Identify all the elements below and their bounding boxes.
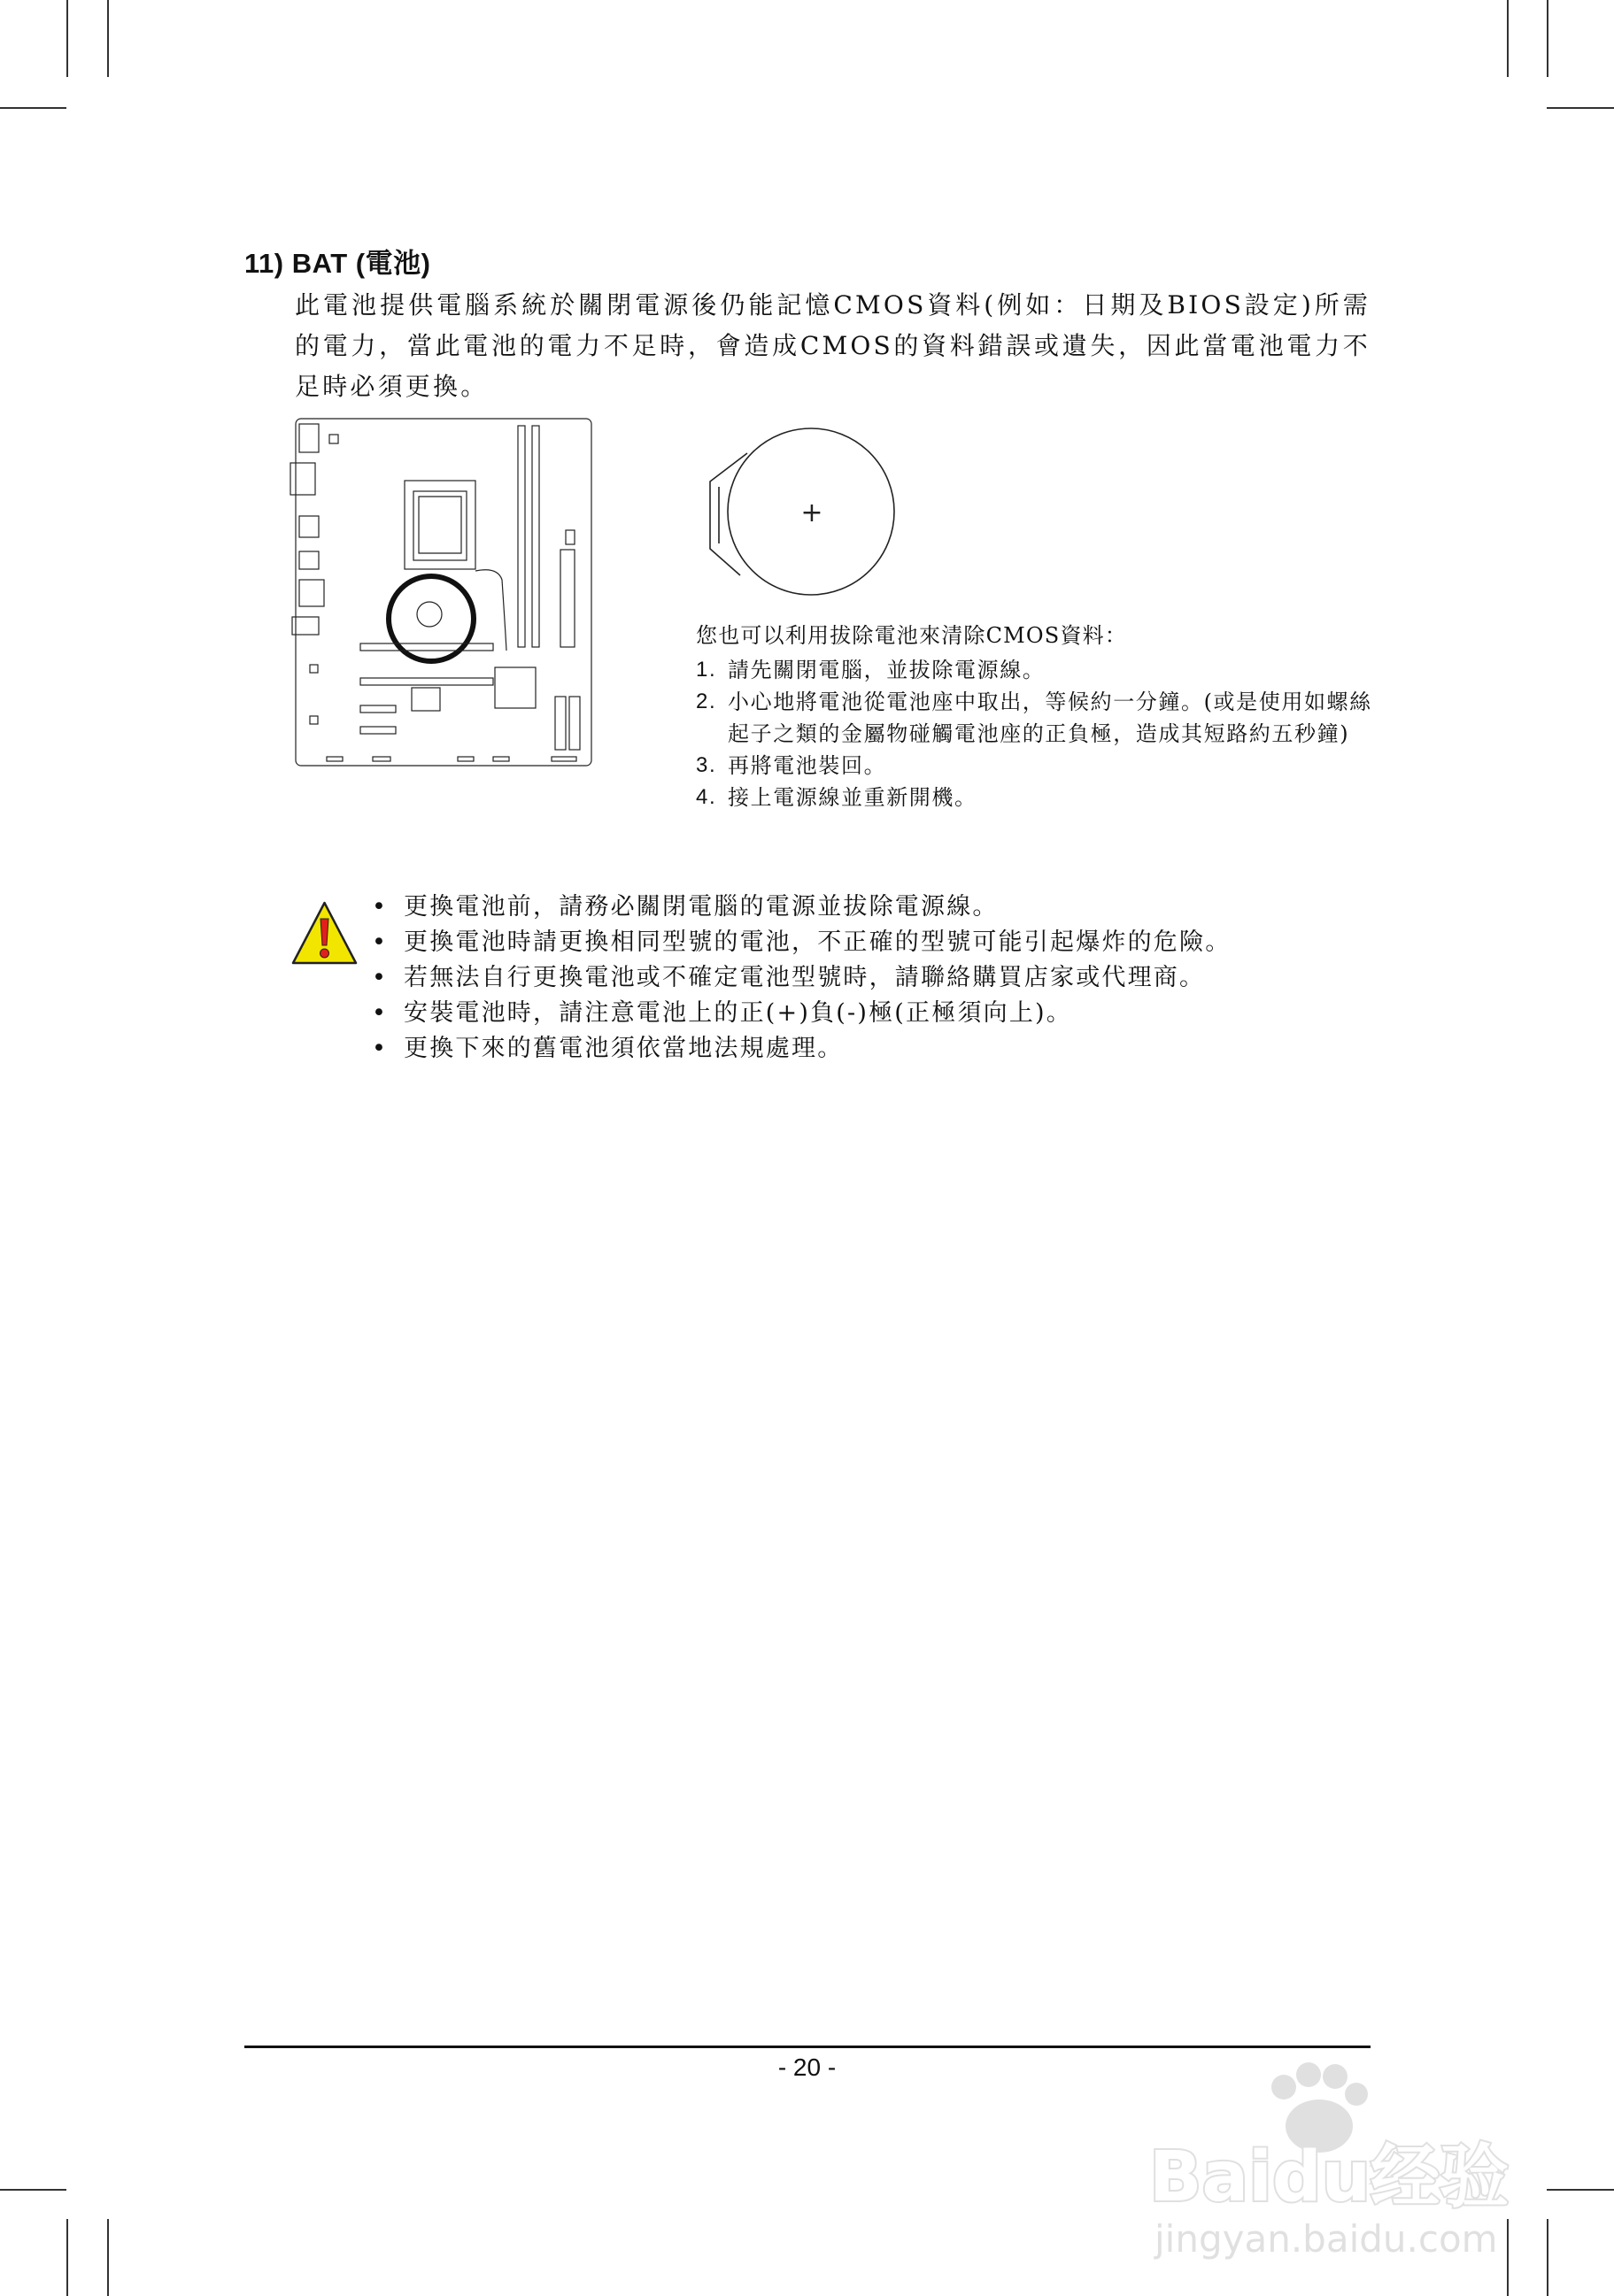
bullet: • [372, 893, 389, 921]
warning-text: 安裝電池時，請注意電池上的正(+)負(-)極(正極須向上)。 [404, 999, 1072, 1027]
warning-text: 若無法自行更換電池或不確定電池型號時，請聯絡購買店家或代理商。 [404, 964, 1206, 991]
step-number: 3. [696, 753, 717, 777]
warning-list [372, 890, 1231, 1067]
cmos-clear-instructions [696, 620, 1378, 813]
cmos-clear-lead: 您也可以利用拔除電池來清除CMOS資料： [696, 623, 1128, 648]
crop-mark [66, 2219, 68, 2296]
crop-mark [107, 0, 109, 77]
small-connector [310, 665, 318, 673]
watermark-url: jingyan.baidu.com [1155, 2217, 1498, 2261]
list-item [372, 925, 1231, 960]
crop-mark [0, 2189, 66, 2191]
warning-icon [290, 899, 359, 968]
io-port [299, 551, 319, 569]
warning-text: 更換電池前，請務必關閉電腦的電源並拔除電源線。 [404, 893, 999, 921]
small-connector [310, 716, 318, 724]
cpu-socket-detail [419, 497, 461, 553]
header [493, 757, 509, 761]
crop-mark [1547, 0, 1548, 77]
footer-rule [244, 2046, 1371, 2048]
step-number: 1. [696, 658, 717, 682]
section-number: 11) [244, 248, 284, 279]
header [552, 757, 576, 761]
step-text: 再將電池裝回。 [728, 753, 887, 778]
list-item [372, 890, 1231, 925]
cable-trace [475, 570, 506, 651]
section-heading [244, 241, 430, 281]
section-title: BAT (電池) [291, 248, 431, 279]
dimm-slot [518, 426, 525, 647]
pci-slot [360, 678, 493, 685]
motherboard-diagram [290, 415, 594, 771]
list-item [696, 686, 1378, 750]
warning-exclamation [320, 919, 328, 945]
header [373, 757, 390, 761]
step-number: 2. [696, 690, 717, 713]
pcie-x1-slot [360, 727, 396, 734]
warning-text: 更換電池時請更換相同型號的電池，不正確的型號可能引起爆炸的危險。 [404, 928, 1232, 956]
list-item [372, 1031, 1231, 1067]
list-item [696, 782, 1378, 813]
chip [412, 688, 440, 711]
cpu-socket-frame [405, 481, 475, 569]
pcie-x1-slot [360, 705, 396, 713]
baidu-watermark [1142, 2052, 1532, 2264]
io-port [299, 580, 324, 606]
header [458, 757, 474, 761]
crop-mark [1547, 107, 1614, 109]
small-connector [566, 530, 575, 544]
list-item [372, 996, 1231, 1031]
crop-mark [66, 0, 68, 77]
crop-mark [1547, 2219, 1548, 2296]
sata-connector [569, 697, 580, 750]
watermark-brand: Baidu经验 [1149, 2138, 1510, 2217]
io-port [299, 516, 319, 537]
page-number: - 20 - [777, 2053, 837, 2081]
crop-mark [1507, 0, 1509, 77]
io-port [329, 435, 338, 443]
crop-mark [107, 2219, 109, 2296]
battery-highlight [389, 576, 474, 661]
crop-mark [1547, 2189, 1614, 2191]
step-text: 小心地將電池從電池座中取出，等候約一分鐘。(或是使用如螺絲起子之類的金屬物碰觸電池座的正負極，造成其短路約五秒鐘) [728, 690, 1372, 746]
list-item [696, 654, 1378, 686]
plus-symbol: + [800, 497, 823, 528]
bullet: • [372, 1035, 389, 1062]
bullet: • [372, 999, 389, 1027]
chipset [495, 667, 536, 708]
header [327, 757, 343, 761]
sata-connector [555, 697, 566, 750]
io-port [299, 424, 319, 452]
step-number: 4. [696, 785, 717, 809]
board-outline [296, 419, 591, 766]
step-text: 請先關閉電腦，並拔除電源線。 [728, 658, 1046, 682]
warning-dot [320, 949, 329, 958]
battery-socket-diagram [698, 418, 900, 608]
crop-mark [0, 107, 66, 109]
intro-paragraph: 此電池提供電腦系統於關閉電源後仍能記憶CMOS資料(例如：日期及BIOS設定)所需的電力，當此電池的電力不足時，會造成CMOS的資料錯誤或遺失，因此當電池電力不足時必須更換。 [295, 290, 1371, 401]
list-item [696, 750, 1378, 782]
vga-port [290, 463, 315, 495]
bullet: • [372, 964, 389, 991]
steps-list [696, 654, 1378, 813]
bullet: • [372, 928, 389, 956]
pcie-slot [360, 643, 493, 651]
step-text: 接上電源線並重新開機。 [728, 785, 977, 810]
warning-text: 更換下來的舊電池須依當地法規處理。 [404, 1035, 844, 1062]
list-item [372, 960, 1231, 996]
cpu-socket [413, 491, 467, 560]
battery [417, 602, 442, 627]
dimm-slot [532, 426, 539, 647]
atx-power-connector [560, 550, 575, 647]
